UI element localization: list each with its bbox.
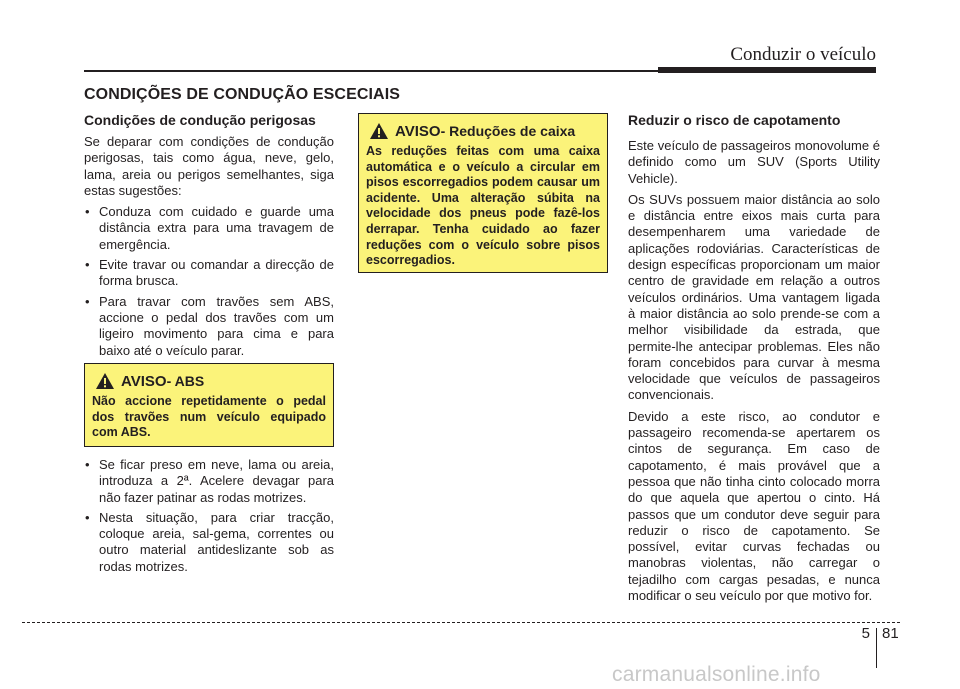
warning-subtitle: - Reduções de caixa bbox=[440, 123, 576, 139]
warning-header bbox=[366, 122, 600, 140]
warning-subtitle: - ABS bbox=[166, 373, 205, 389]
list-item-text: Conduza com cuidado e guarde uma distância extra para uma travagem de emergência. bbox=[99, 204, 334, 252]
right-paragraph: Os SUVs possuem maior distância ao solo e distância entre eixos mais curta para desempenharem uma variedade de aplicações rodoviárias. Características de design específicas proporcionam um maior centro de gravidade em relação a outros veículos ordinários. Uma vantagem ligada à maior distância ao solo prende-se com a melhor visibilidade da estrada, que permite-lhe antecipar problemas. Eles não foram concebidos para curvar à mesma velocidade que veículos de passageiros convencionais. bbox=[628, 191, 880, 403]
list-item bbox=[84, 257, 334, 290]
bullet-list-bottom bbox=[84, 457, 334, 575]
bullet-dot: • bbox=[85, 509, 90, 525]
left-subhead: Condições de condução perigosas bbox=[84, 112, 316, 128]
bullet-dot: • bbox=[85, 257, 90, 273]
left-column-lower bbox=[84, 457, 334, 579]
warning-box-gear-downshift bbox=[358, 113, 608, 273]
list-item-text: Se ficar preso em neve, lama ou areia, introduza a 2ª. Acelere devagar para não fazer patinar as rodas motrizes. bbox=[99, 457, 334, 505]
footer-rule bbox=[22, 622, 900, 623]
bullet-dot: • bbox=[85, 293, 90, 309]
list-item-text: Evite travar ou comandar a direcção de forma brusca. bbox=[99, 257, 334, 289]
right-paragraph: Devido a este risco, ao condutor e passageiro recomenda-se apertarem os cintos de segurança. Em caso de capotamento, é mais provável que a pessoa que não tinha cinto colocado morra do que aquela que apertou o cinto. Há passos que um condutor deve seguir para reduzir o risco de capotamento. Se possível, evitar curvas fechadas ou manobras violentas, não carregar o tejadilho com cargas pesadas, e nunca modificar o seu veículo por que motivo for. bbox=[628, 408, 880, 604]
list-item bbox=[84, 294, 334, 359]
warning-body: As reduções feitas com uma caixa automática e o veículo a circular em pisos escorregadios podem causar um acidente. Uma alteração súbita na velocidade dos pneus pode fazê-los derrapar. Tenha cuidado ao fazer reduções com o veículo sobre pisos escorregadios. bbox=[366, 144, 600, 268]
watermark: carmanualsonline.info bbox=[612, 663, 821, 686]
list-item bbox=[84, 457, 334, 506]
bullet-dot: • bbox=[85, 457, 90, 472]
bullet-list-top bbox=[84, 204, 334, 359]
list-item-text: Nesta situação, para criar tracção, coloque areia, sal-gema, correntes ou outro material antideslizante sob as rodas motrizes. bbox=[99, 509, 334, 574]
page-number: 81 bbox=[882, 625, 899, 642]
right-column bbox=[628, 112, 880, 609]
warning-triangle-icon bbox=[369, 122, 389, 140]
chapter-title: Conduzir o veículo bbox=[730, 44, 876, 65]
left-column bbox=[84, 112, 334, 363]
list-item-text: Para travar com travões sem ABS, accione o pedal dos travões com um ligeiro movimento para cima e para baixo até o veículo parar. bbox=[99, 293, 334, 358]
warning-header bbox=[92, 372, 326, 390]
warning-triangle-icon bbox=[95, 372, 115, 390]
warning-title: AVISO bbox=[395, 122, 441, 140]
warning-box-abs bbox=[84, 363, 334, 447]
page-number-separator bbox=[876, 628, 877, 668]
chapter-number: 5 bbox=[861, 625, 870, 642]
list-item bbox=[84, 510, 334, 575]
list-item bbox=[84, 204, 334, 253]
right-subhead: Reduzir o risco de capotamento bbox=[628, 112, 841, 128]
header-rule-accent bbox=[658, 67, 876, 73]
right-paragraph: Este veículo de passageiros monovolume é definido como um SUV (Sports Utility Vehicle). bbox=[628, 138, 880, 186]
warning-title: AVISO bbox=[121, 372, 167, 390]
warning-body: Não accione repetidamente o pedal dos travões num veículo equipado com ABS. bbox=[92, 394, 326, 440]
left-intro: Se deparar com condições de condução perigosas, tais como água, neve, gelo, lama, areia ou perigos semelhantes, siga estas sugestões: bbox=[84, 134, 334, 198]
section-title: CONDIÇÕES DE CONDUÇÃO ESCECIAIS bbox=[84, 86, 401, 103]
bullet-dot: • bbox=[85, 204, 90, 220]
